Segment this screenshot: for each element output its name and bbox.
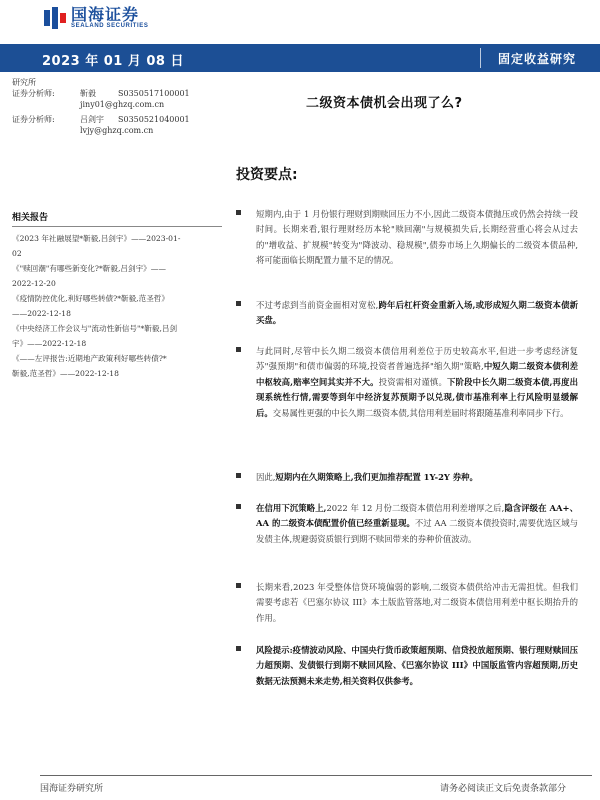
brand-name-en: SEALAND SECURITIES — [71, 23, 149, 29]
point-highlight: 跨年后杠杆资金重新入场,或形成短久期二级资本债新买盘。 — [256, 300, 578, 326]
key-point — [236, 501, 578, 547]
bullet-icon — [236, 646, 241, 651]
key-point — [236, 298, 578, 329]
analyst-role: 证券分析师: — [12, 115, 55, 124]
point-highlight: 隐含评级在 AA+、AA 的二级资本债配置价值已经重新显现。 — [256, 503, 578, 529]
related-reports — [12, 210, 222, 381]
related-reports-heading: 相关报告 — [12, 210, 222, 227]
header-bar — [0, 44, 600, 72]
related-report-line[interactable]: 《中央经济工作会议与"流动性新信号"*靳毅,吕剑 — [12, 324, 178, 333]
key-point — [236, 344, 578, 421]
report-title: 二级资本债机会出现了么? — [306, 96, 463, 111]
point-text: 不过考虑到当前资金面相对宽松, — [256, 300, 379, 310]
related-report-line[interactable]: ——2022-12-18 — [12, 309, 71, 318]
point-text: 2022 年 12 月份二级资本债信用利差增厚之后, — [326, 503, 505, 513]
header-divider — [480, 48, 481, 68]
related-report-line[interactable]: 《疫情防控优化,利好哪些转债?*靳毅,范圣哲》 — [12, 294, 169, 303]
related-report-line[interactable]: 2022-12-20 — [12, 279, 56, 288]
bullet-icon — [236, 473, 241, 478]
related-report-line[interactable]: 02 — [12, 249, 22, 258]
institute-label: 研究所 — [12, 78, 36, 87]
analyst-email: lvjy@ghzq.com.cn — [80, 126, 154, 135]
footer-left: 国海证券研究所 — [40, 784, 104, 794]
analyst-cert: S0350521040001 — [118, 115, 190, 124]
point-text: 因此, — [256, 472, 276, 482]
key-point — [236, 643, 578, 689]
point-text: 长期来看,2023 年受整体信贷环境偏弱的影响,二级资本债供给冲击无需担忧。但我们需要考虑若《巴塞尔协议 III》本土版监管落地,对二级资本债信用利差中枢长期抬升的作用。 — [256, 582, 578, 623]
point-highlight: 短期内在久期策略上,我们更加推荐配置 1Y-2Y 券种。 — [275, 472, 478, 482]
key-points-heading: 投资要点: — [236, 167, 298, 183]
footer-divider — [40, 775, 592, 776]
bullet-icon — [236, 301, 241, 306]
risk-warning: 风险提示:疫情波动风险、中国央行货币政策超预期、信贷投放超预期、银行理财赎回压力超预期、发债银行到期不赎回风险、《巴塞尔协议 III》中国版监管内容超预期,历史数据无法预测未来走势,相关资料仅供参考。 — [256, 645, 578, 686]
point-text: 不过 AA 二级资本债投资时,需要优选区域与发债主体,规避弱资质银行到期不赎回带来的券种价值波动。 — [256, 518, 578, 544]
logo-mark-icon — [44, 7, 66, 29]
analyst-name: 靳毅 — [80, 89, 96, 98]
report-date: 2023 年 01 月 08 日 — [42, 54, 184, 69]
analyst-role: 证券分析师: — [12, 89, 55, 98]
analyst-cert: S0350517100001 — [118, 89, 190, 98]
key-point — [236, 207, 578, 269]
related-report-line[interactable]: 《2023 年社融展望*靳毅,吕剑宇》——2023-01- — [12, 234, 181, 243]
related-report-line[interactable]: 《——左评报告:近期地产政策利好哪些转债?* — [12, 354, 167, 363]
point-highlight: 下阶段中长久期二级资本债,再度出现系统性行情,需要等到年中经济复苏预期予以兑现,债市基准利率上行风险明显缓解后。 — [256, 376, 579, 418]
key-point — [236, 470, 578, 485]
brand-name-cn: 国海证券 — [71, 5, 140, 24]
bullet-icon — [236, 504, 241, 509]
brand-logo — [44, 6, 148, 29]
analyst-name: 吕剑宇 — [80, 115, 104, 124]
analyst-email: jiny01@ghzq.com.cn — [80, 100, 165, 109]
key-point — [236, 580, 578, 626]
related-report-line[interactable]: 《"赎回潮"有哪些新变化?*靳毅,吕剑宇》—— — [12, 264, 166, 273]
bullet-icon — [236, 583, 241, 588]
related-report-line[interactable]: 宇》——2022-12-18 — [12, 339, 87, 348]
analyst-info — [12, 77, 190, 136]
point-text: 与此同时,尽管中长久期二级资本债信用利差位于历史较高水平,但进一步考虑经济复苏"强预期"和债市偏弱的环境,投资者普遍选择"缩久期"策略, — [256, 346, 578, 372]
bullet-icon — [236, 210, 241, 215]
point-text: 投资需相对谨慎。 — [378, 376, 447, 387]
footer-right: 请务必阅读正文后免责条款部分 — [439, 784, 566, 794]
point-text: 短期内,由于 1 月份银行理财到期赎回压力不小,因此二级资本债抛压或仍然会持续一段时间。长期来看,银行理财经历本轮"赎回潮"与规模损失后,长期经营重心将会从过去的"增收益、扩规模"转变为"降波动、稳规模",债券市场上久期偏长的二级资本债品种,将可能面临长期配置力量不足的情况。 — [256, 209, 578, 266]
report-type: 固定收益研究 — [497, 52, 576, 66]
point-text: 交易属性更强的中长久期二级资本债,其信用利差届时将跟随基准利率同步下行。 — [272, 407, 569, 418]
bullet-icon — [236, 347, 241, 352]
related-report-line[interactable]: 靳毅,范圣哲》——2022-12-18 — [12, 369, 119, 378]
point-highlight: 中短久期二级资本债利差中枢较高,赔率空间其实并不大。 — [256, 361, 579, 387]
point-highlight: 在信用下沉策略上, — [256, 503, 327, 513]
